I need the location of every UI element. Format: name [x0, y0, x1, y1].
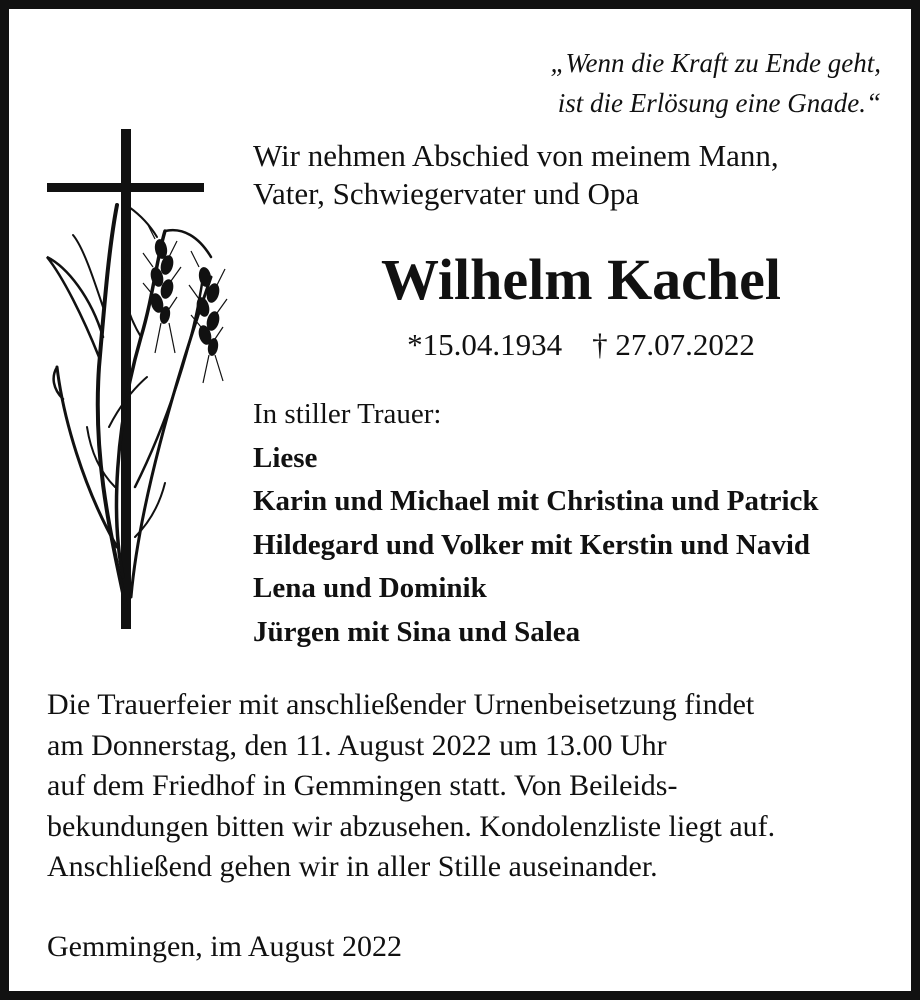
quote-line-1: „Wenn die Kraft zu Ende geht, — [550, 48, 881, 78]
farewell-intro — [253, 137, 779, 213]
death-date: † 27.07.2022 — [592, 327, 755, 362]
notice-line: Die Trauerfeier mit anschließender Urnenbeisetzung findet — [47, 688, 755, 721]
mourner-name: Liese — [253, 441, 318, 474]
birth-date: *15.04.1934 — [407, 327, 563, 362]
notice-line: auf dem Friedhof in Gemmingen statt. Von Beileids- — [47, 769, 678, 802]
mourner-name: Hildegard und Volker mit Kerstin und Navid — [253, 528, 811, 561]
mourners-block — [253, 393, 819, 654]
mourner-name: Lena und Dominik — [253, 572, 487, 604]
mourners-heading: In stiller Trauer: — [253, 398, 442, 430]
mourner-name: Karin und Michael mit Christina und Patrick — [253, 485, 819, 517]
cross-with-wheat-icon — [43, 127, 243, 629]
funeral-notice — [47, 685, 775, 888]
life-dates — [253, 325, 909, 365]
quote — [551, 43, 882, 123]
quote-line-2: ist die Erlösung eine Gnade.“ — [557, 88, 881, 118]
notice-line: am Donnerstag, den 11. August 2022 um 13.00 Uhr — [47, 728, 667, 762]
notice-line: bekundungen bitten wir abzusehen. Kondolenzliste liegt auf. — [47, 809, 776, 843]
notice-line: Anschließend gehen wir in aller Stille auseinander. — [47, 850, 658, 883]
place-and-date: Gemmingen, im August 2022 — [47, 930, 402, 963]
intro-line-1: Wir nehmen Abschied von meinem Mann, — [253, 138, 779, 173]
intro-line-2: Vater, Schwiegervater und Opa — [253, 176, 640, 211]
mourner-name: Jürgen mit Sina und Salea — [253, 615, 581, 648]
deceased-name: Wilhelm Kachel — [380, 247, 782, 312]
